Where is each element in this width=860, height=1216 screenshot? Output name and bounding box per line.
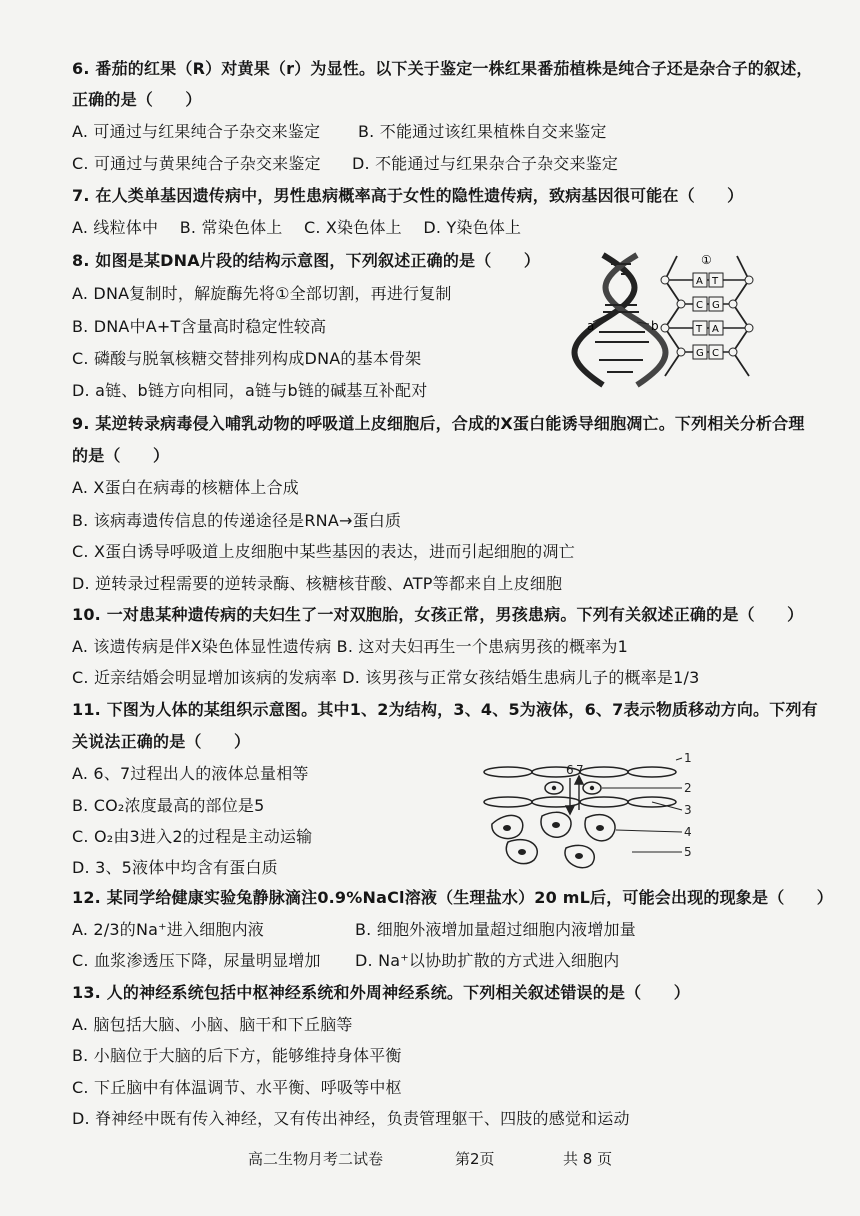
base-letter: T xyxy=(712,276,719,287)
base-letter: A xyxy=(696,276,703,287)
q8-option-d: D. a链、b链方向相同，a链与b链的碱基互补配对 xyxy=(72,381,428,400)
q12-stem: 12. 某同学给健康实验兔静脉滴注0.9%NaCl溶液（生理盐水）20 mL后，可能会出现的现象是（ ） xyxy=(72,888,834,907)
q6-option-d: D. 不能通过与红果杂合子杂交来鉴定 xyxy=(352,154,619,173)
dna-helix-figure xyxy=(585,250,665,390)
q13-option-a: A. 脑包括大脑、小脑、脑干和下丘脑等 xyxy=(72,1015,353,1034)
tissue-label-7: 7 xyxy=(576,763,584,777)
q6-stem-line1: 6. 番茄的红果（R）对黄果（r）为显性。以下关于鉴定一株红果番茄植株是纯合子还是杂合子的叙述， xyxy=(72,59,813,78)
phosphate-node xyxy=(745,324,753,332)
q12-option-a: A. 2/3的Na⁺进入细胞内液 xyxy=(72,920,265,939)
phosphate-node xyxy=(729,300,737,308)
q13-stem: 13. 人的神经系统包括中枢神经系统和外周神经系统。下列相关叙述错误的是（ ） xyxy=(72,983,690,1002)
q11-stem-line1: 11. 下图为人体的某组织示意图。其中1、2为结构，3、4、5为液体，6、7表示物质移动方向。下列有 xyxy=(72,700,818,719)
q9-option-c: C. X蛋白诱导呼吸道上皮细胞中某些基因的表达，进而引起细胞的凋亡 xyxy=(72,542,575,561)
q8-option-b: B. DNA中A+T含量高时稳定性较高 xyxy=(72,317,327,336)
q6-option-a: A. 可通过与红果纯合子杂交来鉴定 xyxy=(72,122,321,141)
q8-option-a: A. DNA复制时，解旋酶先将①全部切割，再进行复制 xyxy=(72,284,452,303)
phosphate-node xyxy=(661,276,669,284)
q12-option-c: C. 血浆渗透压下降，尿量明显增加 xyxy=(72,951,321,970)
q9-stem-line1: 9. 某逆转录病毒侵入哺乳动物的呼吸道上皮细胞后，合成的X蛋白能诱导细胞凋亡。下列相关分析合理 xyxy=(72,414,805,433)
q9-option-d: D. 逆转录过程需要的逆转录酶、核糖核苷酸、ATP等都来自上皮细胞 xyxy=(72,574,563,593)
q6-stem-line2: 正确的是（ ） xyxy=(72,90,202,109)
tissue-label-2: 2 xyxy=(684,781,692,795)
q9-option-a: A. X蛋白在病毒的核糖体上合成 xyxy=(72,478,299,497)
dna-label-b: b xyxy=(651,319,659,333)
base-letter: C xyxy=(696,300,703,311)
q10-stem: 10. 一对患某种遗传病的夫妇生了一对双胞胎，女孩正常，男孩患病。下列有关叙述正确的是（ ） xyxy=(72,605,804,624)
tissue-label-1: 1 xyxy=(684,751,692,765)
q8-option-c: C. 磷酸与脱氧核糖交替排列构成DNA的基本骨架 xyxy=(72,349,422,368)
dna-label-a: a xyxy=(587,319,595,333)
q13-option-d: D. 脊神经中既有传入神经，又有传出神经，负责管理躯干、四肢的感觉和运动 xyxy=(72,1109,630,1128)
base-letter: G xyxy=(696,348,704,359)
q11-option-b: B. CO₂浓度最高的部位是5 xyxy=(72,796,265,815)
q7-stem: 7. 在人类单基因遗传病中，男性患病概率高于女性的隐性遗传病，致病基因很可能在（ ） xyxy=(72,186,744,205)
q13-option-c: C. 下丘脑中有体温调节、水平衡、呼吸等中枢 xyxy=(72,1078,402,1097)
phosphate-node xyxy=(745,276,753,284)
footer-page-number: 第2页 xyxy=(455,1150,495,1168)
q13-option-b: B. 小脑位于大脑的后下方，能够维持身体平衡 xyxy=(72,1046,402,1065)
phosphate-node xyxy=(677,348,685,356)
q11-stem-line2: 关说法正确的是（ ） xyxy=(72,732,251,751)
q9-stem-line2: 的是（ ） xyxy=(72,446,170,465)
tissue-label-4: 4 xyxy=(684,825,692,839)
base-letter: T xyxy=(696,324,703,335)
hydrogen-bond-marker: ① xyxy=(701,253,712,267)
footer-total-pages: 共 8 页 xyxy=(563,1150,613,1168)
q11-option-c: C. O₂由3进入2的过程是主动运输 xyxy=(72,827,313,846)
q12-option-b: B. 细胞外液增加量超过细胞内液增加量 xyxy=(355,920,636,939)
tissue-label-6: 6 xyxy=(566,763,574,777)
dna-ladder-figure xyxy=(655,250,760,390)
tissue-figure xyxy=(482,752,692,872)
q10-options-cd: C. 近亲结婚会明显增加该病的发病率 D. 该男孩与正常女孩结婚生患病儿子的概率是1/3 xyxy=(72,668,700,687)
phosphate-node xyxy=(661,324,669,332)
base-letter: C xyxy=(712,348,719,359)
phosphate-node xyxy=(677,300,685,308)
q6-option-b: B. 不能通过该红果植株自交来鉴定 xyxy=(358,122,607,141)
phosphate-node xyxy=(729,348,737,356)
q8-stem: 8. 如图是某DNA片段的结构示意图，下列叙述正确的是（ ） xyxy=(72,251,541,270)
q10-options-ab: A. 该遗传病是伴X染色体显性遗传病 B. 这对夫妇再生一个患病男孩的概率为1 xyxy=(72,637,629,656)
q7-options: A. 线粒体中 B. 常染色体上 C. X染色体上 D. Y染色体上 xyxy=(72,218,522,237)
footer-exam-title: 高二生物月考二试卷 xyxy=(248,1150,384,1168)
tissue-label-5: 5 xyxy=(684,845,692,859)
base-letter: A xyxy=(712,324,719,335)
q11-option-a: A. 6、7过程出人的液体总量相等 xyxy=(72,764,309,783)
q9-option-b: B. 该病毒遗传信息的传递途径是RNA→蛋白质 xyxy=(72,511,402,530)
tissue-label-3: 3 xyxy=(684,803,692,817)
base-letter: G xyxy=(712,300,720,311)
q11-option-d: D. 3、5液体中均含有蛋白质 xyxy=(72,858,278,877)
q6-option-c: C. 可通过与黄果纯合子杂交来鉴定 xyxy=(72,154,321,173)
q12-option-d: D. Na⁺以协助扩散的方式进入细胞内 xyxy=(355,951,620,970)
